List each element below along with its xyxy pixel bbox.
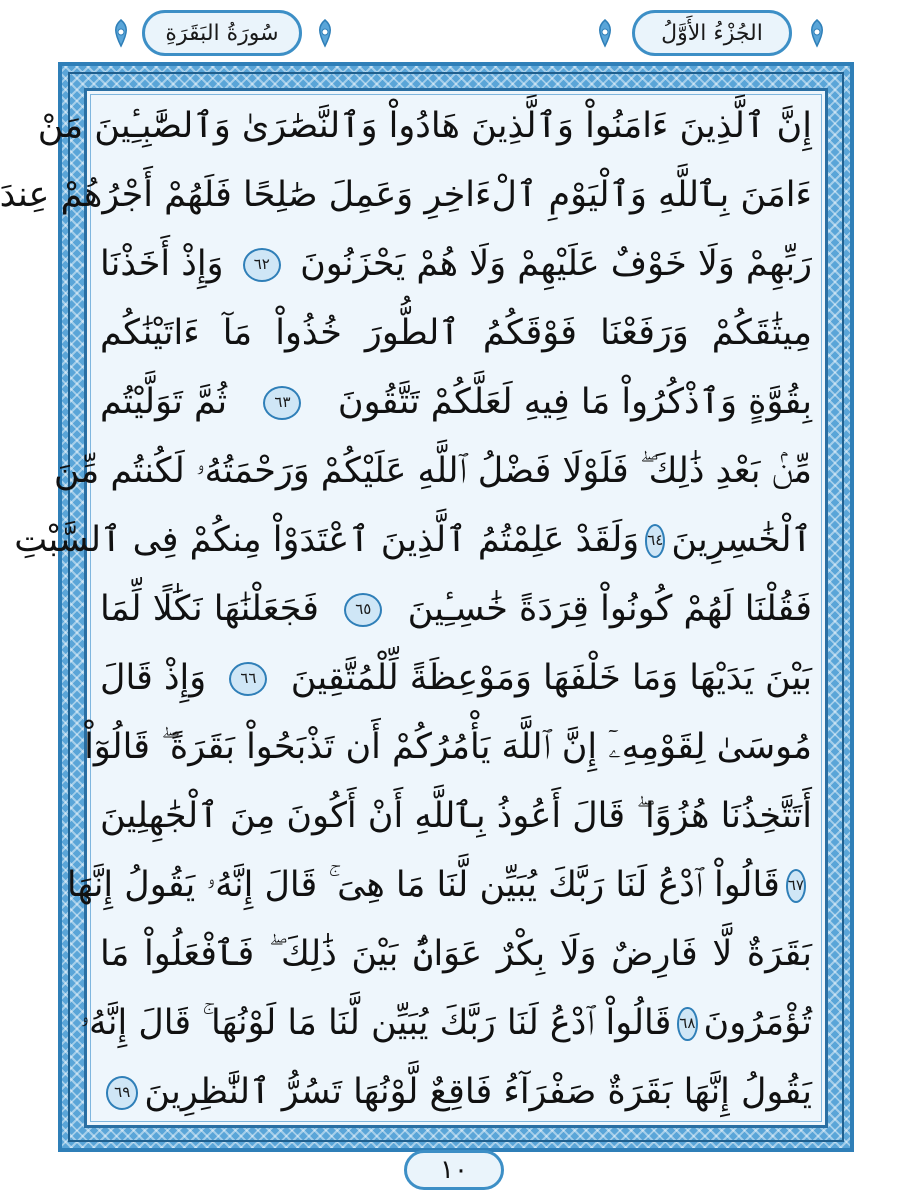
ayah-number-marker: ٦٦	[229, 662, 267, 696]
text-line: مِيثَٰقَكُمْ وَرَفَعْنَا فَوْقَكُمُ ٱلطُّورَ خُذُواْ مَآ ءَاتَيْنَٰكُم	[100, 313, 812, 353]
ayah-number-marker: ٦٧	[786, 869, 806, 903]
page-number: ١٠	[404, 1150, 504, 1190]
text-line: ءَامَنَ بِٱللَّهِ وَٱلْيَوْمِ ٱلْءَاخِرِ وَعَمِلَ صَٰلِحًا فَلَهُمْ أَجْرُهُمْ عِندَ	[0, 175, 812, 215]
text-line: تُؤْمَرُونَ ٦٨ قَالُواْ ٱدْعُ لَنَا رَبَّكَ يُبَيِّن لَّنَا مَا لَوْنُهَا ۚ قَالَ إِنَّهُۥ	[80, 1003, 812, 1043]
text-line: بَيْنَ يَدَيْهَا وَمَا خَلْفَهَا وَمَوْعِظَةً لِّلْمُتَّقِينَ ٦٦ وَإِذْ قَالَ	[100, 658, 812, 698]
juz-name-header	[632, 10, 792, 56]
surah-name-label: سُورَةُ البَقَرَةِ	[165, 20, 279, 46]
text-line: مِّنۢ بَعْدِ ذَٰلِكَ ۖ فَلَوْلَا فَضْلُ ٱللَّهِ عَلَيْكُمْ وَرَحْمَتُهُۥ لَكُنتُم مِّنَ	[53, 451, 812, 491]
text-line: مُوسَىٰ لِقَوْمِهِۦٓ إِنَّ ٱللَّهَ يَأْمُرُكُمْ أَن تَذْبَحُواْ بَقَرَةً ۖ قَالُوٓاْ	[84, 727, 812, 767]
ayah-number-marker: ٦٢	[243, 248, 281, 282]
floral-ornament-icon	[800, 18, 834, 48]
text-line: أَتَتَّخِذُنَا هُزُوًا ۖ قَالَ أَعُوذُ بِٱللَّهِ أَنْ أَكُونَ مِنَ ٱلْجَٰهِلِينَ	[100, 796, 812, 836]
floral-ornament-icon	[588, 18, 622, 48]
text-line: يَقُولُ إِنَّهَا بَقَرَةٌ صَفْرَآءُ فَاقِعٌ لَّوْنُهَا تَسُرُّ ٱلنَّٰظِرِينَ ٦٩	[100, 1058, 812, 1127]
text-line: ٱلْخَٰسِرِينَ ٦٤ وَلَقَدْ عَلِمْتُمُ ٱلَّذِينَ ٱعْتَدَوْاْ مِنكُمْ فِى ٱلسَّبْتِ	[14, 520, 812, 560]
juz-name-label: الجُزْءُ الأَوَّلُ	[661, 20, 763, 46]
ayah-number-marker: ٦٤	[645, 524, 665, 558]
text-line: ٦٧ قَالُواْ ٱدْعُ لَنَا رَبَّكَ يُبَيِّن لَّنَا مَا هِىَ ۚ قَالَ إِنَّهُۥ يَقُولُ إِنَّهَا	[66, 865, 804, 905]
text-line: فَقُلْنَا لَهُمْ كُونُواْ قِرَدَةً خَٰسِـِٔينَ ٦٥ فَجَعَلْنَٰهَا نَكَٰلًا لِّمَا	[100, 589, 812, 629]
text-line: بِقُوَّةٍ وَٱذْكُرُواْ مَا فِيهِ لَعَلَّكُمْ تَتَّقُونَ ٦٣ ثُمَّ تَوَلَّيْتُم	[100, 382, 812, 422]
text-line: إِنَّ ٱلَّذِينَ ءَامَنُواْ وَٱلَّذِينَ هَادُواْ وَٱلنَّصَٰرَىٰ وَٱلصَّٰبِـِٔينَ مَنْ	[37, 106, 812, 146]
ayah-number-marker: ٦٩	[106, 1076, 138, 1110]
ayah-number-marker: ٦٣	[263, 386, 301, 420]
ayah-number-marker: ٦٥	[344, 593, 382, 627]
floral-ornament-icon	[308, 18, 342, 48]
text-line: بَقَرَةٌ لَّا فَارِضٌ وَلَا بِكْرٌ عَوَانٌۢ بَيْنَ ذَٰلِكَ ۖ فَٱفْعَلُواْ مَا	[100, 934, 812, 974]
surah-name-header	[142, 10, 302, 56]
floral-ornament-icon	[104, 18, 138, 48]
text-line: رَبِّهِمْ وَلَا خَوْفٌ عَلَيْهِمْ وَلَا هُمْ يَحْزَنُونَ ٦٢ وَإِذْ أَخَذْنَا	[100, 244, 812, 284]
ayah-number-marker: ٦٨	[677, 1007, 697, 1041]
verse-text-block	[0, 92, 812, 1124]
